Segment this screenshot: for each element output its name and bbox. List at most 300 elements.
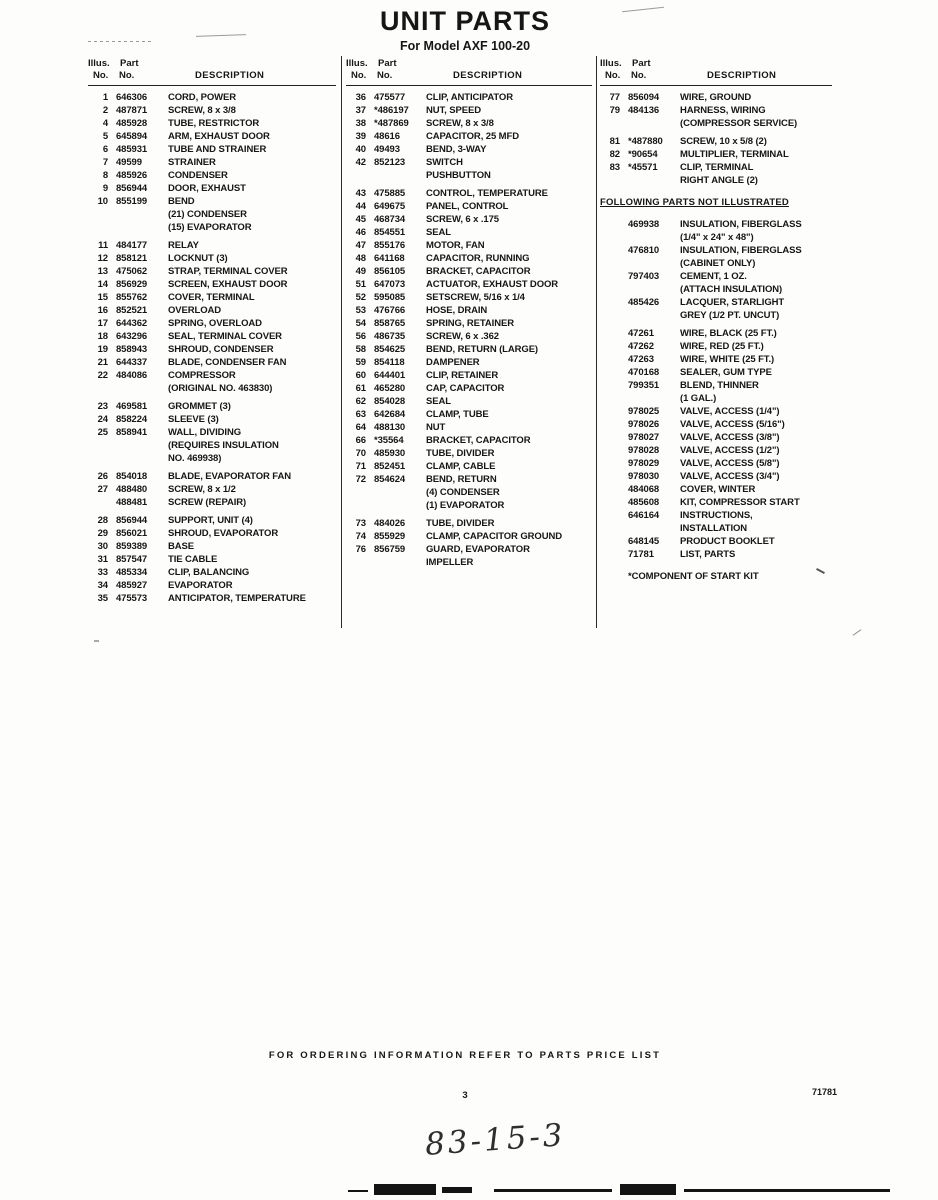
part-description: NUT, SPEED [426,105,481,116]
part-no: 855199 [116,196,148,207]
column-header [346,58,592,86]
part-no: 48616 [374,131,400,142]
part-description: STRAINER [168,157,216,168]
table-row [88,439,336,452]
part-no: 488481 [116,497,148,508]
table-row [88,553,336,566]
part-description: VALVE, ACCESS (3/8") [680,432,780,443]
part-no: 856759 [374,544,406,555]
part-description: CLAMP, CABLE [426,461,496,472]
illus-no: 43 [355,188,366,199]
table-row [346,530,592,543]
part-description: SEALER, GUM TYPE [680,367,772,378]
table-row [88,104,336,117]
table-row [88,291,336,304]
table-row [600,91,832,104]
part-no: 978030 [628,471,660,482]
column-header [600,58,832,86]
illus-no: 19 [97,344,108,355]
part-description: MULTIPLIER, TERMINAL [680,149,789,160]
part-description: MOTOR, FAN [426,240,485,251]
part-description: DOOR, EXHAUST [168,183,246,194]
part-description: TUBE, DIVIDER [426,518,495,529]
table-row [88,304,336,317]
part-description: PUSHBUTTON [426,170,491,181]
part-description: CLIP, BALANCING [168,567,250,578]
part-no: 852451 [374,461,406,472]
table-row [600,244,832,257]
table-row [88,278,336,291]
table-row [346,421,592,434]
part-description: STRAP, TERMINAL COVER [168,266,288,277]
part-no: 648145 [628,536,660,547]
part-no: 47262 [628,341,654,352]
page-title: UNIT PARTS [380,6,550,36]
scan-artifact-bar [374,1184,436,1195]
table-row [346,213,592,226]
part-no: 465280 [374,383,406,394]
part-description: RIGHT ANGLE (2) [680,175,758,186]
illus-no: 1 [102,92,108,103]
illus-no: 4 [102,118,108,129]
part-description: CAPACITOR, 25 MFD [426,131,519,142]
table-row [600,174,832,187]
table-row [346,499,592,512]
table-row [600,283,832,296]
part-no: 854551 [374,227,406,238]
illus-no: 44 [355,201,366,212]
part-description: ANTICIPATOR, TEMPERATURE [168,593,306,604]
part-no: 858765 [374,318,406,329]
part-description: VALVE, ACCESS (5/8") [680,458,780,469]
parts-column-3 [600,58,832,583]
part-no: 47261 [628,328,654,339]
illus-no: 74 [355,531,366,542]
part-no: 484026 [374,518,406,529]
part-description: VALVE, ACCESS (5/16") [680,419,785,430]
part-description: KIT, COMPRESSOR START [680,497,800,508]
part-no: 644362 [116,318,148,329]
part-description: VALVE, ACCESS (1/2") [680,445,780,456]
table-row [346,447,592,460]
table-row [600,353,832,366]
parts-rows [600,91,832,583]
table-row [88,117,336,130]
table-row [600,405,832,418]
part-no: 978026 [628,419,660,430]
table-row [600,296,832,309]
scan-artifact [88,41,154,42]
part-description: DAMPENER [426,357,480,368]
part-description: LIST, PARTS [680,549,736,560]
part-description: GREY (1/2 PT. UNCUT) [680,310,780,321]
table-row [600,117,832,130]
illus-no: 33 [97,567,108,578]
illus-no: 53 [355,305,366,316]
part-no: 858943 [116,344,148,355]
part-description: SETSCREW, 5/16 x 1/4 [426,292,525,303]
header-no: No. [377,70,393,81]
part-description: GROMMET (3) [168,401,231,412]
part-no: 485608 [628,497,660,508]
part-description: COVER, WINTER [680,484,756,495]
part-no: *90654 [628,149,658,160]
illus-no: 59 [355,357,366,368]
part-description: VALVE, ACCESS (3/4") [680,471,780,482]
part-description: CLAMP, TUBE [426,409,489,420]
part-description: SLEEVE (3) [168,414,219,425]
part-description: BLEND, THINNER [680,380,759,391]
part-no: 799351 [628,380,660,391]
illus-no: 13 [97,266,108,277]
part-description: CORD, POWER [168,92,237,103]
table-row [88,426,336,439]
header-no: No. [119,70,135,81]
part-no: 978027 [628,432,660,443]
illus-no: 56 [355,331,366,342]
table-row [346,91,592,104]
illus-no: 72 [355,474,366,485]
part-no: 49599 [116,157,142,168]
part-no: 595085 [374,292,406,303]
part-description: INSULATION, FIBERGLASS [680,245,802,256]
table-row [346,156,592,169]
part-description: CEMENT, 1 OZ. [680,271,747,282]
header-illus: Illus. [88,58,110,69]
illus-no: 8 [102,170,108,181]
part-description: BEND, 3-WAY [426,144,487,155]
part-description: INSTALLATION [680,523,748,534]
illus-no: 70 [355,448,366,459]
part-no: 854118 [374,357,405,368]
row-spacer [600,187,832,196]
part-no: 855929 [374,531,406,542]
illus-no: 38 [355,118,366,129]
table-row [88,91,336,104]
part-no: 644337 [116,357,148,368]
section-header-row [600,196,832,209]
table-row [346,330,592,343]
part-description: SEAL [426,396,451,407]
table-row [600,548,832,561]
table-row [88,156,336,169]
part-no: 487871 [116,105,148,116]
part-description: LACQUER, STARLIGHT [680,297,785,308]
table-row [346,117,592,130]
scan-artifact-bar [348,1190,368,1192]
row-spacer [600,561,832,570]
header-part: Part [378,58,397,69]
table-row [600,161,832,174]
illus-no: 36 [355,92,366,103]
table-row [88,527,336,540]
part-no: 642684 [374,409,406,420]
table-row [346,265,592,278]
illus-no: 79 [609,105,620,116]
part-description: TUBE AND STRAINER [168,144,267,155]
part-no: 485426 [628,297,660,308]
illus-no: 15 [97,292,108,303]
part-no: 484136 [628,105,660,116]
illus-no: 45 [355,214,366,225]
header-description: DESCRIPTION [195,70,265,81]
table-row [600,148,832,161]
part-description: INSTRUCTIONS, [680,510,753,521]
table-row [346,473,592,486]
table-row [88,382,336,395]
illus-no: 28 [97,515,108,526]
part-description: COMPRESSOR [168,370,236,381]
table-row [88,592,336,605]
part-no: 854018 [116,471,148,482]
part-no: 855176 [374,240,406,251]
illus-no: 35 [97,593,108,604]
scan-artifact [94,640,99,642]
part-no: 858224 [116,414,148,425]
part-description: BRACKET, CAPACITOR [426,435,531,446]
part-no: 476810 [628,245,660,256]
part-no: 978028 [628,445,660,456]
header-description: DESCRIPTION [707,70,777,81]
part-description: SHROUD, CONDENSER [168,344,274,355]
part-no: 486735 [374,331,406,342]
illus-no: 46 [355,227,366,238]
illus-no: 76 [355,544,366,555]
part-description: INSULATION, FIBERGLASS [680,219,802,230]
part-no: 854028 [374,396,406,407]
part-description: (21) CONDENSER [168,209,247,220]
part-description: WIRE, GROUND [680,92,752,103]
part-no: 856094 [628,92,660,103]
table-row [600,483,832,496]
part-no: 488480 [116,484,148,495]
table-row [88,452,336,465]
table-row [600,327,832,340]
part-no: 485930 [374,448,406,459]
part-no: 855762 [116,292,148,303]
illus-no: 51 [355,279,366,290]
part-description: BRACKET, CAPACITOR [426,266,531,277]
part-no: 854625 [374,344,406,355]
part-no: *45571 [628,162,658,173]
table-row [346,252,592,265]
part-description: CLIP, TERMINAL [680,162,754,173]
scan-artifact [196,34,246,37]
part-description: SHROUD, EVAPORATOR [168,528,279,539]
part-description: ARM, EXHAUST DOOR [168,131,270,142]
part-no: 485926 [116,170,148,181]
table-row [88,130,336,143]
part-description: SPRING, RETAINER [426,318,514,329]
illus-no: 47 [355,240,366,251]
part-description: VALVE, ACCESS (1/4") [680,406,780,417]
table-row [600,218,832,231]
part-description: ACTUATOR, EXHAUST DOOR [426,279,559,290]
table-row [600,104,832,117]
parts-column-1 [88,58,336,605]
table-row [346,460,592,473]
scan-artifact-bar [620,1184,676,1195]
illus-no: 25 [97,427,108,438]
part-no: 485927 [116,580,148,591]
part-description: SEAL, TERMINAL COVER [168,331,282,342]
part-no: *486197 [374,105,409,116]
table-row [600,418,832,431]
part-description: WIRE, BLACK (25 FT.) [680,328,777,339]
table-row [88,143,336,156]
part-description: CONTROL, TEMPERATURE [426,188,548,199]
part-no: 856944 [116,183,148,194]
illus-no: 60 [355,370,366,381]
part-no: 854624 [374,474,406,485]
part-no: 484086 [116,370,148,381]
header-illus: Illus. [600,58,622,69]
part-no: 797403 [628,271,660,282]
table-row [600,379,832,392]
table-row [346,343,592,356]
part-no: 641168 [374,253,405,264]
table-row [88,413,336,426]
part-description: CLIP, ANTICIPATOR [426,92,513,103]
header-no: No. [93,70,109,81]
part-no: 857547 [116,554,148,565]
table-row [88,496,336,509]
part-description: (1/4" x 24" x 48") [680,232,754,243]
illus-no: 12 [97,253,108,264]
part-no: 852123 [374,157,406,168]
table-row [88,400,336,413]
table-row [88,579,336,592]
table-row [346,517,592,530]
part-description: WALL, DIVIDING [168,427,242,438]
ordering-note: FOR ORDERING INFORMATION REFER TO PARTS PRICE LIST [268,1050,662,1061]
table-row [346,226,592,239]
part-no: 475062 [116,266,148,277]
part-no: 978029 [628,458,660,469]
part-no: 476766 [374,305,406,316]
table-row [346,304,592,317]
illus-no: 29 [97,528,108,539]
footnote-row [600,570,832,583]
illus-no: 5 [102,131,108,142]
table-row [346,169,592,182]
table-row [88,356,336,369]
part-description: SCREEN, EXHAUST DOOR [168,279,288,290]
part-description: OVERLOAD [168,305,222,316]
table-row [88,566,336,579]
parts-rows [346,91,592,569]
table-row [346,382,592,395]
table-row [346,543,592,556]
illus-no: 63 [355,409,366,420]
illus-no: 37 [355,105,366,116]
part-no: 470168 [628,367,660,378]
part-no: *35564 [374,435,404,446]
part-description: (1) EVAPORATOR [426,500,505,511]
table-row [88,182,336,195]
part-no: 488130 [374,422,406,433]
part-description: (4) CONDENSER [426,487,500,498]
illus-no: 77 [609,92,620,103]
table-row [88,195,336,208]
part-no: 469938 [628,219,660,230]
illus-no: 16 [97,305,108,316]
part-description: NUT [426,422,446,433]
illus-no: 10 [97,196,108,207]
part-description: BASE [168,541,194,552]
footnote-text: *COMPONENT OF START KIT [628,571,759,582]
part-no: 647073 [374,279,406,290]
illus-no: 73 [355,518,366,529]
table-row [600,392,832,405]
part-description: BEND, RETURN [426,474,497,485]
table-row [600,522,832,535]
illus-no: 26 [97,471,108,482]
part-description: GUARD, EVAPORATOR [426,544,530,555]
illus-no: 39 [355,131,366,142]
part-description: TUBE, RESTRICTOR [168,118,260,129]
part-no: 469581 [116,401,148,412]
part-description: TUBE, DIVIDER [426,448,495,459]
table-row [346,104,592,117]
part-description: SCREW, 6 x .175 [426,214,499,225]
part-description: CAP, CAPACITOR [426,383,505,394]
table-row [600,135,832,148]
part-no: 475885 [374,188,406,199]
part-description: (COMPRESSOR SERVICE) [680,118,798,129]
column-header [88,58,336,86]
illus-no: 7 [102,157,108,168]
section-header: FOLLOWING PARTS NOT ILLUSTRATED [600,197,789,208]
table-row [88,169,336,182]
part-no: 485928 [116,118,148,129]
illus-no: 62 [355,396,366,407]
scan-artifact-bar [442,1187,472,1193]
part-description: BLADE, EVAPORATOR FAN [168,471,291,482]
table-row [88,239,336,252]
table-row [600,340,832,353]
table-row [346,486,592,499]
part-description: CLAMP, CAPACITOR GROUND [426,531,562,542]
scan-artifact [853,629,862,636]
illus-no: 2 [102,105,108,116]
illus-no: 42 [355,157,366,168]
part-no: 978025 [628,406,660,417]
header-no: No. [351,70,367,81]
scan-artifact-bar [494,1189,612,1192]
table-row [88,483,336,496]
table-row [600,257,832,270]
parts-column-2 [346,58,592,569]
part-description: (15) EVAPORATOR [168,222,252,233]
illus-no: 17 [97,318,108,329]
table-row [600,309,832,322]
table-row [346,317,592,330]
table-row [88,540,336,553]
table-row [600,496,832,509]
table-row [600,366,832,379]
part-description: PANEL, CONTROL [426,201,509,212]
header-no: No. [605,70,621,81]
illus-no: 30 [97,541,108,552]
table-row [346,395,592,408]
table-row [88,330,336,343]
part-description: BEND, RETURN (LARGE) [426,344,538,355]
part-description: CAPACITOR, RUNNING [426,253,530,264]
part-description: PRODUCT BOOKLET [680,536,775,547]
part-description: SPRING, OVERLOAD [168,318,262,329]
illus-no: 52 [355,292,366,303]
